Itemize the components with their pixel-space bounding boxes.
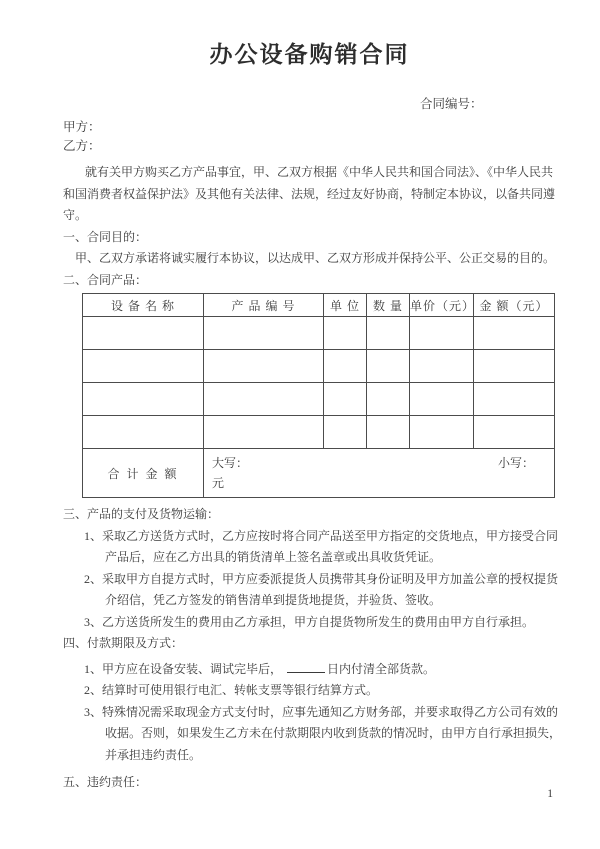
table-row (83, 317, 555, 350)
fill-in-blank (287, 660, 325, 673)
payment-item-3-line: 3、特殊情况需采取现金方式支付时，应事先通知乙方财务部，并要求取得乙方公司有效的 (84, 704, 559, 719)
column-header-quantity: 数 量 (367, 294, 410, 317)
section-3-heading: 三、产品的支付及货物运输： (63, 507, 220, 521)
delivery-item-2-line: 介绍信，凭乙方签发的销售清单到提货地提货，并验货、签收。 (105, 593, 442, 607)
table-header-row (83, 294, 555, 317)
contract-number-label: 合同编号： (420, 97, 483, 111)
column-header-amount: 金 额（元） (474, 294, 555, 317)
page-title: 办公设备购销合同 (209, 42, 410, 67)
total-amount-line (212, 453, 546, 473)
preamble-line: 就有关甲方购买乙方产品事宜，甲、乙双方根据《中华人民共和国合同法》、《中华人民共 (85, 165, 554, 179)
products-table (82, 293, 555, 498)
payment-item-1-text-after: 日内付清全部货款。 (327, 661, 436, 676)
empty-cell (367, 350, 410, 383)
total-amount-cell (204, 449, 555, 498)
empty-cell (367, 383, 410, 416)
empty-cell (324, 350, 367, 383)
section-4-heading: 四、付款期限及方式： (63, 636, 184, 650)
total-amount-label: 合 计 金 额 (83, 449, 204, 498)
party-b-label: 乙方： (63, 139, 101, 153)
delivery-item-1-line: 产品后，应在乙方出具的销货清单上签名盖章或出具收货凭证。 (105, 550, 442, 564)
section-1-body-line: 甲、乙双方承诺将诚实履行本协议，以达成甲、乙双方形成并保持公平、公正交易的目的。 (75, 251, 556, 265)
empty-cell (204, 350, 324, 383)
preamble-line: 守。 (63, 208, 88, 222)
empty-cell (83, 350, 204, 383)
empty-cell (324, 317, 367, 350)
empty-cell (324, 416, 367, 449)
table-row (83, 350, 555, 383)
party-a-label: 甲方： (63, 120, 101, 134)
empty-cell (410, 317, 474, 350)
empty-cell (474, 383, 555, 416)
amount-in-figures-label: 小写： (497, 456, 534, 470)
empty-cell (367, 317, 410, 350)
empty-cell (324, 383, 367, 416)
empty-cell (474, 317, 555, 350)
column-header-unit: 单 位 (324, 294, 367, 317)
page-number: 1 (547, 788, 553, 800)
empty-cell (474, 350, 555, 383)
empty-cell (474, 416, 555, 449)
table-row (83, 416, 555, 449)
delivery-item-2-line: 2、采取甲方自提方式时，甲方应委派提货人员携带其身份证明及甲方加盖公章的授权提货 (84, 571, 559, 586)
empty-cell (410, 350, 474, 383)
empty-cell (367, 416, 410, 449)
table-row (83, 383, 555, 416)
payment-item-3-line: 并承担违约责任。 (105, 747, 202, 762)
empty-cell (83, 416, 204, 449)
currency-unit-label: 元 (212, 476, 225, 490)
total-row (83, 449, 555, 498)
payment-item-1-line (84, 659, 556, 681)
preamble-paragraph (63, 162, 556, 227)
empty-cell (204, 383, 324, 416)
payment-item-1-text-before: 1、甲方应在设备安装、调试完毕后， (84, 661, 283, 676)
empty-cell (204, 317, 324, 350)
empty-cell (204, 416, 324, 449)
empty-cell (410, 383, 474, 416)
column-header-product-no: 产 品 编 号 (204, 294, 324, 317)
section-2-heading: 二、合同产品： (63, 272, 148, 287)
empty-cell (410, 416, 474, 449)
preamble-line: 和国消费者权益保护法》及其他有关法律、法规，经过友好协商，特制定本协议，以备共同遵 (63, 186, 556, 201)
section-5-heading: 五、违约责任： (63, 775, 148, 789)
amount-in-words-label: 大写： (212, 456, 249, 470)
delivery-item-3-line: 3、乙方送货所发生的费用由乙方承担，甲方自提货物所发生的费用由甲方自行承担。 (84, 614, 535, 629)
section-1-heading: 一、合同目的： (63, 229, 148, 244)
column-header-device-name: 设 备 名 称 (83, 294, 204, 317)
delivery-item-1-line: 1、采取乙方送货方式时，乙方应按时将合同产品送至甲方指定的交货地点，甲方接受合同 (84, 528, 559, 543)
column-header-unit-price: 单价（元） (410, 294, 474, 317)
payment-item-3-line: 收据。否则，如果发生乙方未在付款期限内收到货款的情况时，由甲方自行承担损失， (105, 726, 562, 740)
payment-item-2-line: 2、结算时可使用银行电汇、转帐支票等银行结算方式。 (84, 683, 379, 697)
empty-cell (83, 317, 204, 350)
empty-cell (83, 383, 204, 416)
